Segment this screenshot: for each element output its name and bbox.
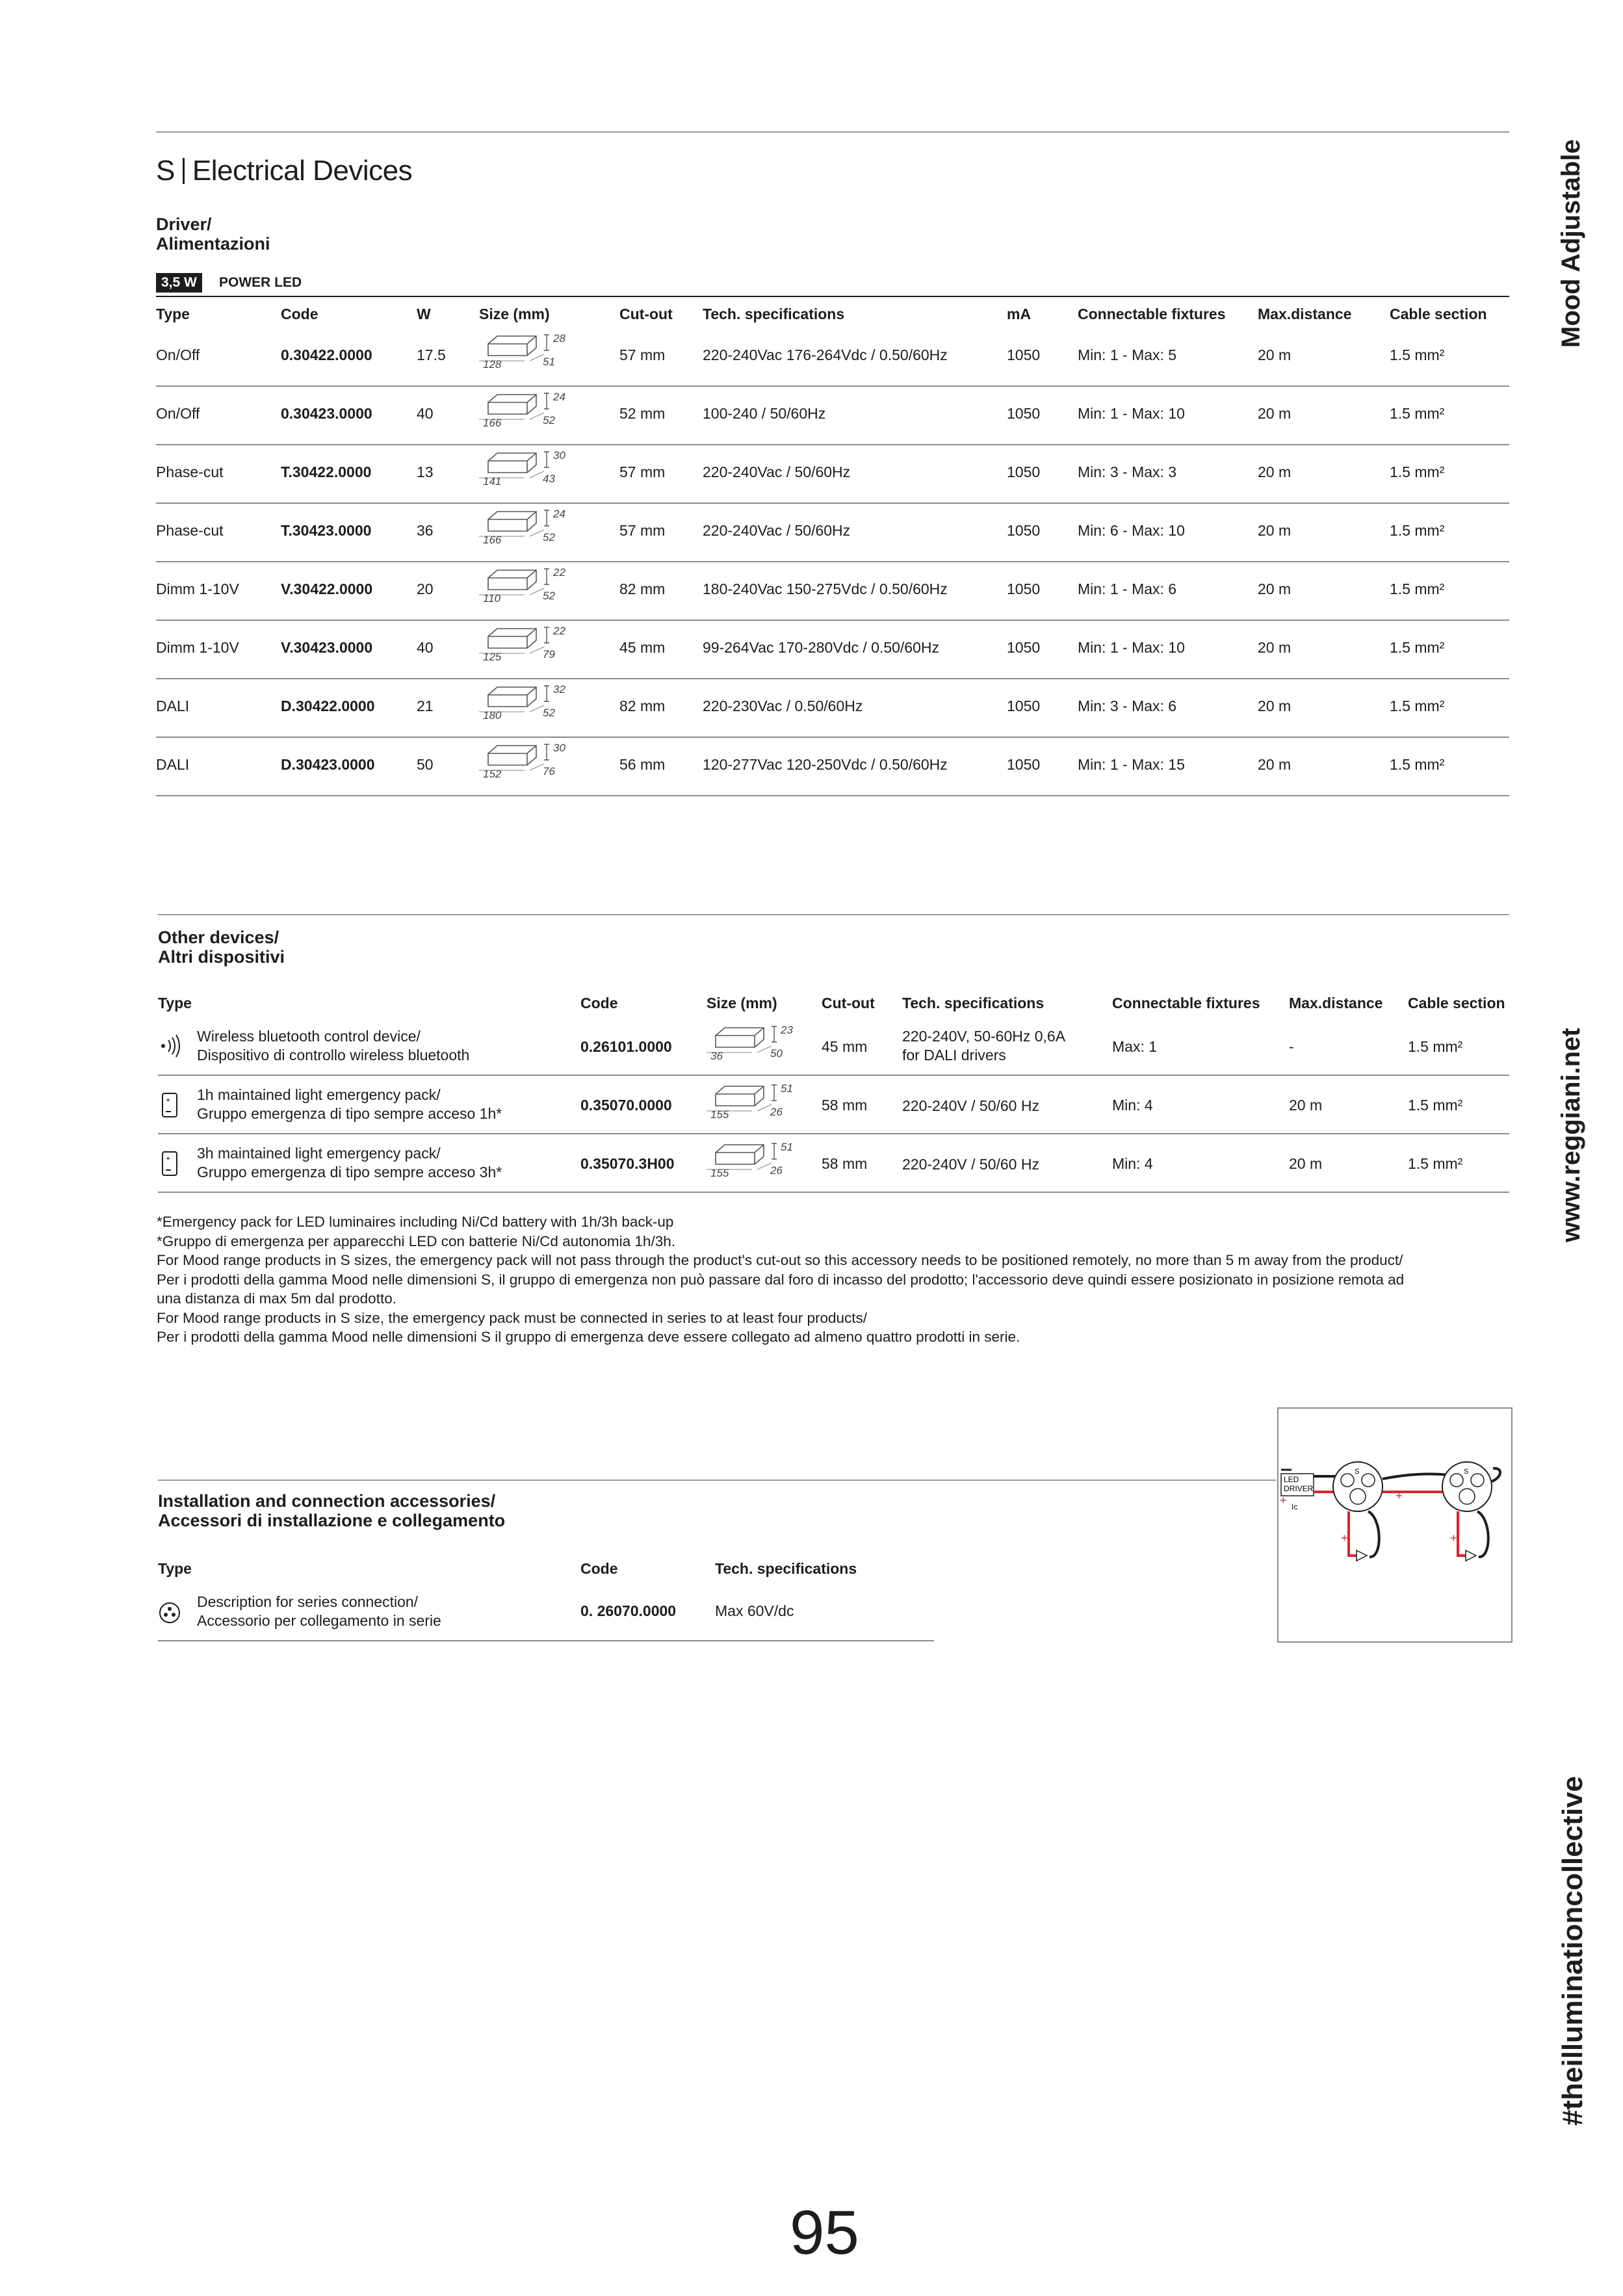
driver-type: On/Off: [156, 405, 200, 422]
driver-row-rule: [156, 737, 1509, 738]
install-heading: Installation and connection accessories/ Accessori di installazione e collegamento: [158, 1491, 506, 1530]
driver-watt: 21: [417, 698, 434, 714]
other-type: 1h maintained light emergency pack/ Gruppo emergenza di tipo sempre acceso 1h*: [197, 1086, 502, 1122]
size-diagram: [479, 389, 564, 430]
driver-cable: 1.5 mm²: [1390, 522, 1445, 539]
size-width: 52: [543, 590, 555, 602]
other-cable: 1.5 mm²: [1408, 1097, 1463, 1114]
driver-spec: 220-230Vac / 0.50/60Hz: [703, 698, 863, 714]
driver-cutout: 56 mm: [619, 756, 666, 773]
size-diagram: [479, 682, 564, 722]
driver-cable: 1.5 mm²: [1390, 463, 1445, 480]
driver-fixtures: Min: 1 - Max: 10: [1078, 405, 1185, 422]
other-cutout: 58 mm: [822, 1097, 868, 1114]
size-length: 152: [483, 768, 502, 780]
driver-type: On/Off: [156, 346, 200, 363]
other-fixtures: Min: 4: [1112, 1155, 1153, 1172]
size-width: 51: [543, 356, 555, 368]
led-driver-label: DRIVER: [1284, 1484, 1314, 1493]
driver-ma: 1050: [1007, 698, 1041, 714]
sidebar-title: Mood Adjustable: [1557, 139, 1585, 348]
size-height: 51: [781, 1141, 793, 1153]
size-height: 51: [781, 1082, 793, 1095]
other-row-rule: [158, 1133, 1509, 1134]
other-cutout: 58 mm: [822, 1155, 868, 1172]
page-number: 95: [790, 2198, 859, 2267]
driver-row-rule: [156, 502, 1509, 504]
size-length: 180: [483, 709, 502, 722]
driver-watt: 40: [417, 405, 434, 422]
svg-text:+: +: [1341, 1532, 1348, 1545]
driver-fixtures: Min: 1 - Max: 5: [1078, 346, 1177, 363]
driver-code: 0.30422.0000: [281, 346, 372, 363]
driver-type: Phase-cut: [156, 522, 224, 539]
driver-spec: 100-240 / 50/60Hz: [703, 405, 826, 422]
driver-fixtures: Min: 3 - Max: 3: [1078, 463, 1177, 480]
size-diagram: [479, 448, 564, 488]
battery-icon: [158, 1091, 181, 1118]
footnote-line: una distanza di max 5m dal prodotto.: [157, 1290, 396, 1307]
driver-row-rule: [156, 561, 1509, 562]
other-spec: 220-240V / 50/60 Hz: [902, 1097, 1039, 1114]
driver-cutout: 57 mm: [619, 463, 666, 480]
footnote-line: Per i prodotti della gamma Mood nelle dimensioni S, il gruppo di emergenza non può passare dal foro di incasso del prodotto; l'accessorio deve quindi essere posizionato in posizione remota ad: [157, 1271, 1405, 1288]
install-rule: [158, 1480, 1276, 1481]
driver-distance: 20 m: [1258, 698, 1292, 714]
driver-row-rule: [156, 620, 1509, 621]
driver-type: Dimm 1-10V: [156, 581, 239, 597]
size-width: 79: [543, 648, 555, 660]
driver-code: 0.30423.0000: [281, 405, 372, 422]
connector-icon: [158, 1599, 181, 1626]
driver-code: V.30422.0000: [281, 581, 373, 597]
other-cutout: 45 mm: [822, 1038, 868, 1055]
size-width: 50: [770, 1047, 783, 1060]
driver-ma: 1050: [1007, 405, 1041, 422]
driver-fixtures: Min: 1 - Max: 10: [1078, 639, 1185, 656]
driver-watt: 50: [417, 756, 434, 773]
svg-text:+: +: [1396, 1489, 1403, 1502]
other-spec: 220-240V, 50-60Hz 0,6A for DALI drivers: [902, 1028, 1066, 1063]
svg-text:+: +: [166, 1095, 171, 1104]
driver-heading: Driver/ Alimentazioni: [156, 215, 270, 254]
footnotes: [157, 1212, 1509, 1347]
page-title: S Electrical Devices: [156, 155, 413, 187]
driver-distance: 20 m: [1258, 346, 1292, 363]
other-code: 0.35070.0000: [580, 1097, 672, 1114]
other-distance: -: [1289, 1038, 1294, 1055]
driver-row-rule: [156, 444, 1509, 445]
driver-code: T.30422.0000: [281, 463, 372, 480]
led-driver-label: LED: [1284, 1475, 1299, 1484]
driver-distance: 20 m: [1258, 463, 1292, 480]
driver-cable: 1.5 mm²: [1390, 405, 1445, 422]
driver-spec: 180-240Vac 150-275Vdc / 0.50/60Hz: [703, 581, 948, 597]
size-length: 166: [483, 534, 502, 546]
driver-cutout: 57 mm: [619, 522, 666, 539]
footnote-line: Per i prodotti della gamma Mood nelle dimensioni S il gruppo di emergenza deve essere collegato ad almeno quattro prodotti in serie.: [157, 1329, 1020, 1345]
driver-spec: 220-240Vac / 50/60Hz: [703, 522, 851, 539]
size-width: 76: [543, 765, 555, 777]
driver-ma: 1050: [1007, 522, 1041, 539]
size-height: 30: [553, 742, 565, 754]
install-row-rule: [158, 1640, 934, 1641]
driver-fixtures: Min: 3 - Max: 6: [1078, 698, 1177, 714]
driver-cutout: 57 mm: [619, 346, 666, 363]
other-type: 3h maintained light emergency pack/ Gruppo emergenza di tipo sempre acceso 3h*: [197, 1145, 502, 1181]
size-length: 110: [483, 592, 501, 605]
driver-ma: 1050: [1007, 346, 1041, 363]
size-diagram: [479, 740, 564, 781]
size-width: 52: [543, 531, 555, 543]
other-rule: [158, 914, 1509, 915]
driver-ma: 1050: [1007, 581, 1041, 597]
size-height: 23: [781, 1024, 793, 1036]
driver-cable: 1.5 mm²: [1390, 698, 1445, 714]
other-type: Wireless bluetooth control device/ Dispositivo di controllo wireless bluetooth: [197, 1028, 470, 1063]
svg-text:+: +: [1280, 1494, 1287, 1507]
driver-code: V.30423.0000: [281, 639, 373, 656]
size-height: 24: [553, 391, 565, 403]
svg-text:+: +: [1450, 1532, 1457, 1545]
sidebar-website[interactable]: www.reggiani.net: [1557, 1028, 1585, 1242]
driver-cable: 1.5 mm²: [1390, 756, 1445, 773]
size-height: 22: [553, 566, 565, 579]
driver-cable: 1.5 mm²: [1390, 639, 1445, 656]
other-distance: 20 m: [1289, 1097, 1323, 1114]
driver-type: DALI: [156, 698, 190, 714]
size-diagram: [707, 1140, 791, 1180]
size-height: 30: [553, 449, 565, 462]
driver-cutout: 52 mm: [619, 405, 666, 422]
battery-icon: [158, 1149, 181, 1177]
driver-row-rule: [156, 385, 1509, 387]
size-height: 22: [553, 625, 565, 637]
driver-type: DALI: [156, 756, 190, 773]
other-cable: 1.5 mm²: [1408, 1155, 1463, 1172]
driver-table-rule: [156, 296, 1509, 297]
size-length: 155: [710, 1167, 729, 1179]
other-row-rule: [158, 1075, 1509, 1076]
size-diagram: [479, 565, 564, 605]
driver-watt: 40: [417, 639, 434, 656]
other-distance: 20 m: [1289, 1155, 1323, 1172]
other-heading: Other devices/ Altri dispositivi: [158, 928, 285, 967]
driver-row-rule: [156, 795, 1509, 796]
driver-fixtures: Min: 1 - Max: 6: [1078, 581, 1177, 597]
other-fixtures: Min: 4: [1112, 1097, 1153, 1114]
driver-cutout: 82 mm: [619, 698, 666, 714]
size-diagram: [479, 623, 564, 664]
driver-cable: 1.5 mm²: [1390, 581, 1445, 597]
sidebar-hashtag: #theilluminationcollective: [1557, 1776, 1589, 2126]
size-diagram: [479, 331, 564, 371]
size-diagram: [707, 1081, 791, 1121]
ic-label: Ic: [1292, 1502, 1298, 1511]
svg-text:S: S: [1355, 1468, 1360, 1476]
wireless-icon: [158, 1032, 181, 1060]
footnote-line: *Emergency pack for LED luminaires including Ni/Cd battery with 1h/3h back-up: [157, 1214, 674, 1230]
size-height: 24: [553, 508, 565, 520]
size-length: 141: [483, 475, 502, 488]
footnote-line: *Gruppo di emergenza per apparecchi LED con batterie Ni/Cd autonomia 1h/3h.: [157, 1233, 675, 1249]
driver-fixtures: Min: 1 - Max: 15: [1078, 756, 1185, 773]
size-length: 128: [483, 358, 502, 371]
top-rule: [156, 131, 1509, 133]
wiring-diagram: [1277, 1407, 1513, 1643]
driver-spec: 99-264Vac 170-280Vdc / 0.50/60Hz: [703, 639, 939, 656]
driver-ma: 1050: [1007, 463, 1041, 480]
driver-type: Dimm 1-10V: [156, 639, 239, 656]
driver-distance: 20 m: [1258, 405, 1292, 422]
driver-code: T.30423.0000: [281, 522, 372, 539]
size-length: 166: [483, 417, 502, 429]
other-code: 0.35070.3H00: [580, 1155, 675, 1172]
svg-text:+: +: [166, 1154, 171, 1163]
driver-fixtures: Min: 6 - Max: 10: [1078, 522, 1185, 539]
footnote-line: For Mood range products in S size, the emergency pack must be connected in series to at least four products/: [157, 1309, 868, 1326]
driver-type: Phase-cut: [156, 463, 224, 480]
size-width: 26: [770, 1106, 783, 1118]
size-width: 52: [543, 707, 555, 719]
driver-distance: 20 m: [1258, 639, 1292, 656]
svg-text:S: S: [1464, 1468, 1469, 1476]
driver-code: D.30423.0000: [281, 756, 375, 773]
driver-watt: 36: [417, 522, 434, 539]
other-spec: 220-240V / 50/60 Hz: [902, 1156, 1039, 1173]
driver-spec: 120-277Vac 120-250Vdc / 0.50/60Hz: [703, 756, 948, 773]
size-width: 52: [543, 414, 555, 426]
size-length: 36: [710, 1050, 723, 1062]
size-height: 32: [553, 683, 565, 696]
driver-distance: 20 m: [1258, 756, 1292, 773]
driver-watt: 20: [417, 581, 434, 597]
other-fixtures: Max: 1: [1112, 1038, 1158, 1055]
other-row-rule: [158, 1192, 1509, 1193]
driver-distance: 20 m: [1258, 522, 1292, 539]
driver-watt: 17.5: [417, 346, 446, 363]
driver-cable: 1.5 mm²: [1390, 346, 1445, 363]
size-length: 155: [710, 1108, 729, 1121]
driver-code: D.30422.0000: [281, 698, 375, 714]
power-tag: 3,5 W: [156, 273, 202, 293]
driver-spec: 220-240Vac 176-264Vdc / 0.50/60Hz: [703, 346, 948, 363]
driver-cutout: 45 mm: [619, 639, 666, 656]
size-height: 28: [553, 332, 565, 345]
driver-ma: 1050: [1007, 756, 1041, 773]
power-tag-label: POWER LED: [219, 275, 302, 290]
size-length: 125: [483, 651, 502, 663]
other-code: 0.26101.0000: [580, 1038, 672, 1055]
driver-watt: 13: [417, 463, 434, 480]
driver-distance: 20 m: [1258, 581, 1292, 597]
driver-row-rule: [156, 678, 1509, 679]
footnote-line: For Mood range products in S sizes, the emergency pack will not pass through the product's cut-out so this accessory needs to be positioned remotely, no more than 5 m away from the product/: [157, 1252, 1403, 1268]
size-diagram: [479, 506, 564, 547]
driver-spec: 220-240Vac / 50/60Hz: [703, 463, 851, 480]
size-width: 43: [543, 473, 555, 485]
size-diagram: [707, 1023, 791, 1063]
other-cable: 1.5 mm²: [1408, 1038, 1463, 1055]
driver-ma: 1050: [1007, 639, 1041, 656]
driver-cutout: 82 mm: [619, 581, 666, 597]
size-width: 26: [770, 1164, 783, 1177]
